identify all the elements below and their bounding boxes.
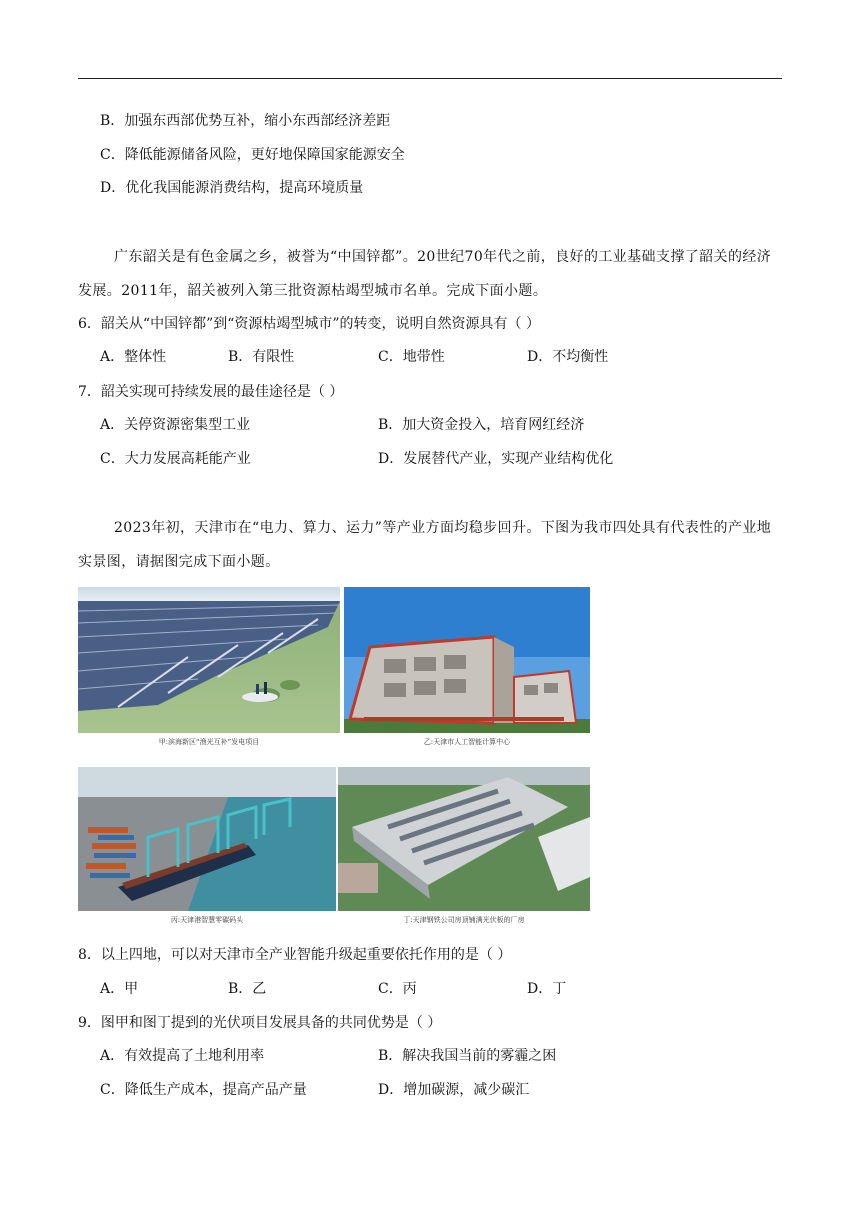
q5-option-b: B．加强东西部优势互补，缩小东西部经济差距 xyxy=(100,113,391,129)
photo-jia-caption: 甲:滨海新区“渔光互补”发电项目 xyxy=(158,738,260,746)
passage-shaoguan: 广东韶关是有色金属之乡，被誉为“中国锌都”。20世纪70年代之前，良好的工业基础支撑了韶关的经济发展。2011年，韶关被列入第三批资源枯竭型城市名单。完成下面小题。 xyxy=(78,249,772,299)
q6-stem: 6．韶关从“中国锌都”到“资源枯竭型城市”的转变，说明自然资源具有（ ） xyxy=(78,316,540,332)
photo-yi-caption: 乙:天津市人工智能计算中心 xyxy=(423,738,511,746)
photo-jia xyxy=(78,587,340,749)
q8-option-c: C．丙 xyxy=(378,981,417,997)
q9-option-b: B．解决我国当前的雾霾之困 xyxy=(378,1048,557,1064)
q5-option-d: D．优化我国能源消费结构，提高环境质量 xyxy=(100,180,364,196)
q6-option-a: A．整体性 xyxy=(100,349,167,365)
q9-option-c: C．降低生产成本，提高产品产量 xyxy=(100,1082,307,1098)
q8-option-b: B．乙 xyxy=(228,981,267,997)
photo-ding-caption: 丁:天津钢铁公司房顶铺满光伏板的厂房 xyxy=(403,916,525,924)
passage-tianjin: 2023年初，天津市在“电力、算力、运力”等产业方面均稳步回升。下图为我市四处具有代表性的产业地实景图，请据图完成下面小题。 xyxy=(78,520,772,570)
header-rule xyxy=(78,78,782,79)
q9-option-d: D．增加碳源，减少碳汇 xyxy=(378,1082,530,1098)
q7-option-d: D．发展替代产业，实现产业结构优化 xyxy=(378,451,614,467)
q6-option-d: D．不均衡性 xyxy=(527,349,609,365)
q6-option-c: C．地带性 xyxy=(378,349,445,365)
q8-stem: 8．以上四地，可以对天津市全产业智能升级起重要依托作用的是（ ） xyxy=(78,947,512,963)
q8-option-d: D．丁 xyxy=(527,981,567,997)
q7-option-c: C．大力发展高耗能产业 xyxy=(100,451,251,467)
q8-option-a: A．甲 xyxy=(100,981,139,997)
q9-stem: 9．图甲和图丁提到的光伏项目发展具备的共同优势是（ ） xyxy=(78,1015,442,1031)
q7-stem: 7．韶关实现可持续发展的最佳途径是（ ） xyxy=(78,384,344,400)
q6-option-b: B．有限性 xyxy=(228,349,295,365)
photo-ding xyxy=(338,767,590,927)
photo-bing-caption: 丙:天津港智慧零碳码头 xyxy=(170,916,244,924)
q7-option-a: A．关停资源密集型工业 xyxy=(100,417,251,433)
photo-yi xyxy=(344,587,590,749)
photo-bing xyxy=(78,767,336,927)
q5-option-c: C．降低能源储备风险，更好地保障国家能源安全 xyxy=(100,147,405,163)
q7-option-b: B．加大资金投入，培育网红经济 xyxy=(378,417,585,433)
q9-option-a: A．有效提高了土地利用率 xyxy=(100,1048,265,1064)
